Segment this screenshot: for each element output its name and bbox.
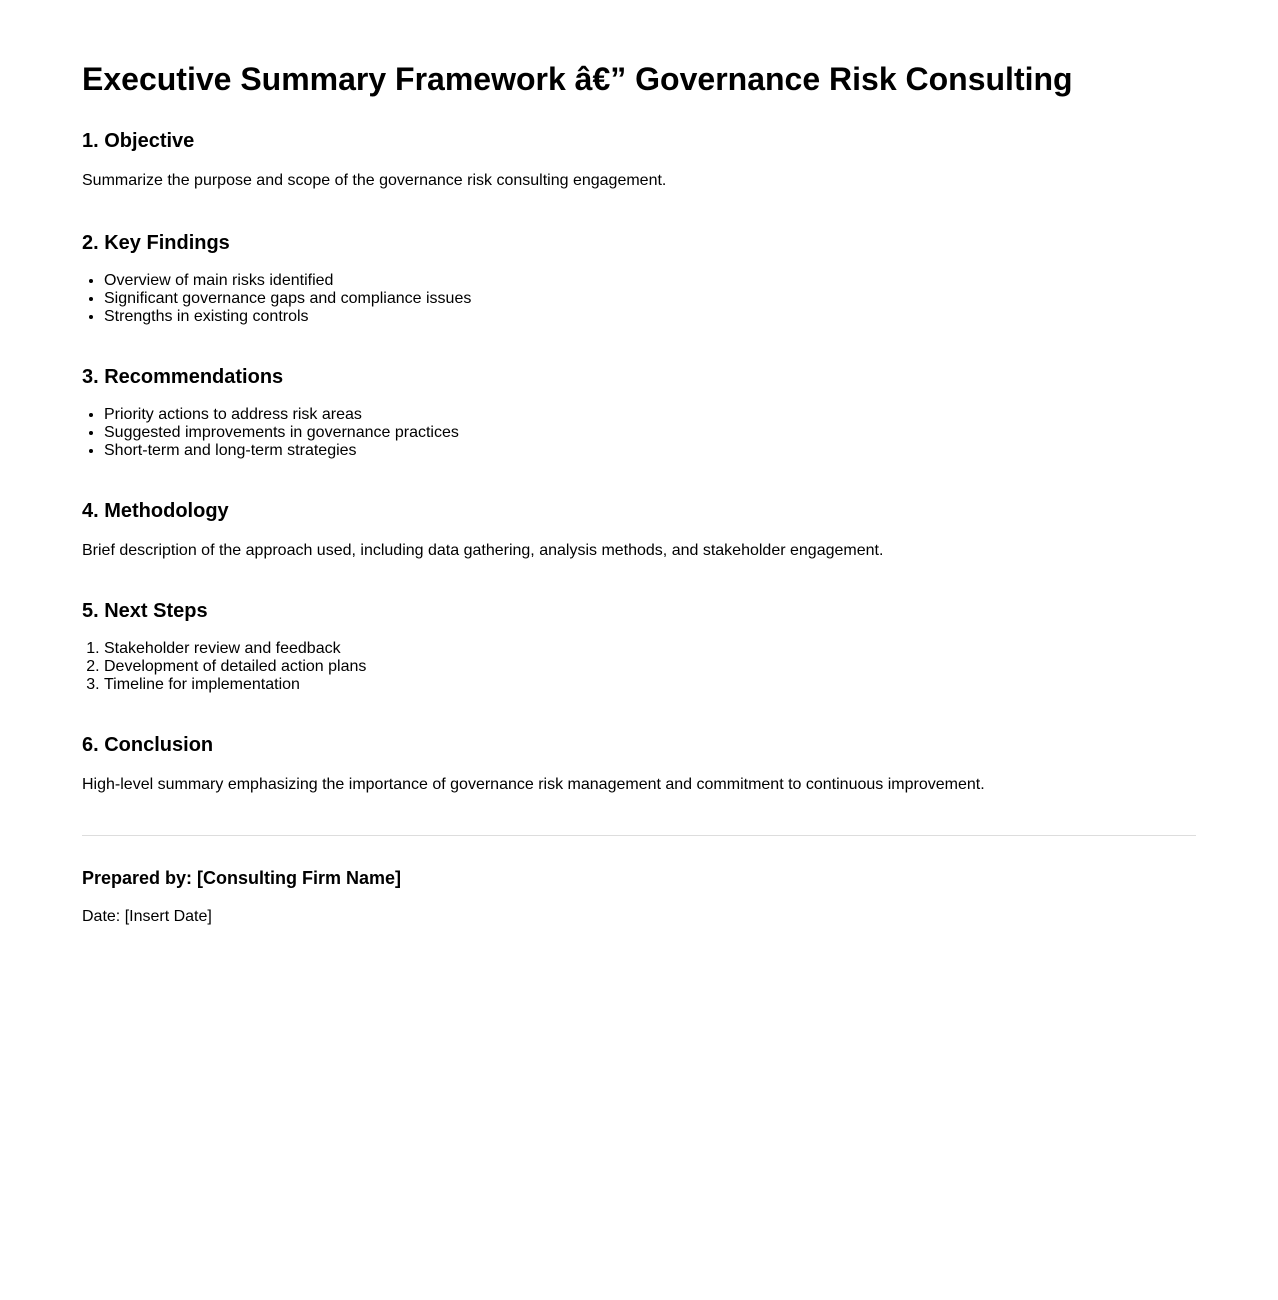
section-heading: 5. Next Steps [82,600,208,622]
list-item: 1. Stakeholder review and feedback [104,640,1196,658]
list-item: 2. Development of detailed action plans [104,658,1196,676]
bullet-list [82,406,1196,460]
section-heading: 2. Key Findings [82,232,230,254]
date-line: Date: [Insert Date] [82,908,212,925]
section-heading: 4. Methodology [82,500,229,522]
list-item: • Priority actions to address risk areas [104,406,1196,424]
section-methodology [82,500,1196,560]
list-item: 3. Timeline for implementation [104,676,1196,694]
list-item: • Strengths in existing controls [104,308,1196,326]
numbered-list [82,640,1196,694]
list-item: • Significant governance gaps and compliance issues [104,290,1196,308]
section-heading: 6. Conclusion [82,734,214,756]
section-heading: 3. Recommendations [82,366,284,388]
section-objective [82,130,1196,190]
section-heading: 1. Objective [82,130,195,152]
list-item: • Short-term and long-term strategies [104,442,1196,460]
list-item: • Suggested improvements in governance practices [104,424,1196,442]
section-paragraph: High-level summary emphasizing the importance of governance risk management and commitment to continuous improvement. [82,776,985,793]
section-next-steps [82,600,1196,694]
section-conclusion [82,734,1196,794]
section-recommendations [82,366,1196,460]
prepared-by: Prepared by: [Consulting Firm Name] [82,868,402,888]
list-item: • Overview of main risks identified [104,272,1196,290]
section-paragraph: Summarize the purpose and scope of the governance risk consulting engagement. [82,172,667,189]
section-key-findings [82,232,1196,326]
section-paragraph: Brief description of the approach used, including data gathering, analysis methods, and stakeholder engagement. [82,542,884,559]
bullet-list [82,272,1196,326]
document-title: Executive Summary Framework â€” Governance Risk Consulting [82,61,1073,97]
